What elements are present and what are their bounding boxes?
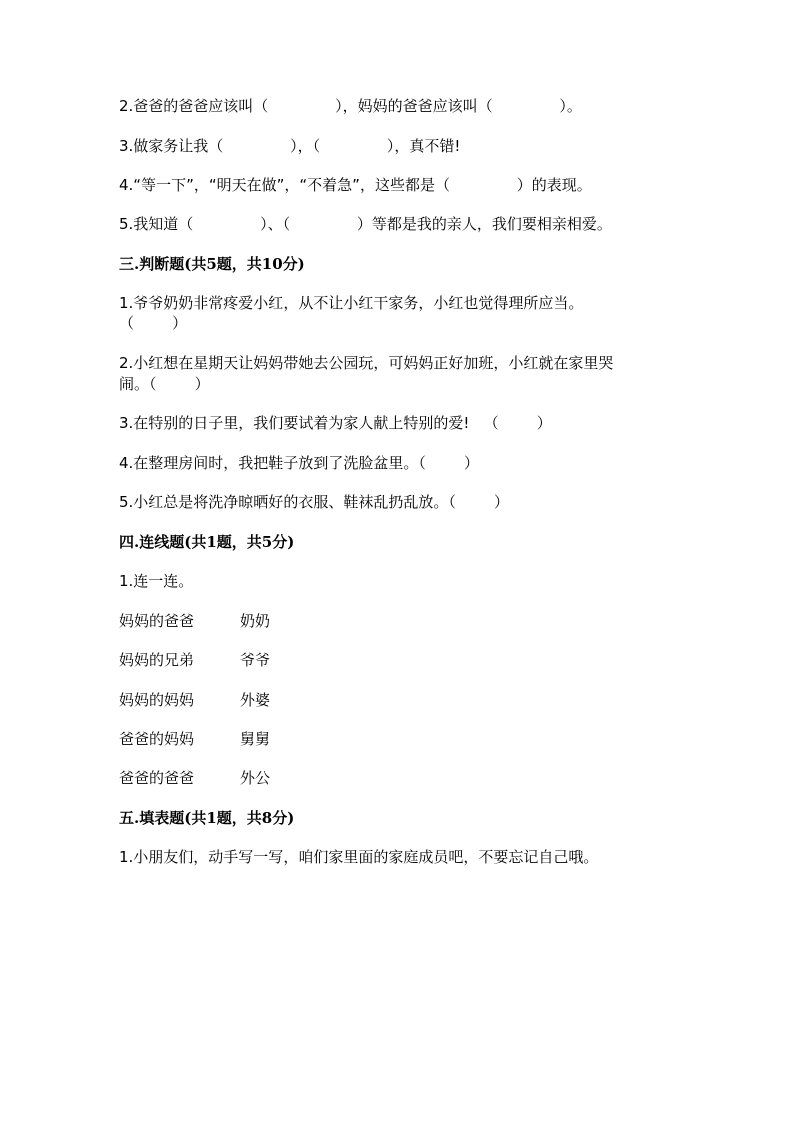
match-left-item-5: 爸爸的爸爸 <box>119 769 195 787</box>
section-four-heading: 四.连线题(共1题，共5分) <box>119 533 295 551</box>
fill-question-5: 5.我知道（ ）、（ ）等都是我的亲人，我们要相亲相爱。 <box>119 215 612 233</box>
judge-question-1-line-2: （ ） <box>119 314 188 332</box>
fill-question-2: 2.爸爸的爸爸应该叫（ ），妈妈的爸爸应该叫（ ）。 <box>119 97 582 115</box>
match-left-item-1: 妈妈的爸爸 <box>119 612 195 630</box>
fill-question-3: 3.做家务让我（ ），（ ），真不错! <box>119 137 461 155</box>
match-right-item-1: 奶奶 <box>240 612 271 630</box>
table-question-1: 1.小朋友们，动手写一写，咱们家里面的家庭成员吧，不要忘记自己哦。 <box>119 848 599 866</box>
judge-question-1-line-1: 1.爷爷奶奶非常疼爱小红，从不让小红干家务，小红也觉得理所应当。 <box>119 294 584 312</box>
match-right-item-4: 舅舅 <box>240 730 271 748</box>
fill-question-4: 4.“等一下”，“明天在做”，“不着急”，这些都是（ ）的表现。 <box>119 176 592 194</box>
match-right-item-5: 外公 <box>240 769 271 787</box>
match-question-1: 1.连一连。 <box>119 572 194 590</box>
judge-question-2-line-2: 闹。（ ） <box>119 375 210 393</box>
judge-question-4: 4.在整理房间时，我把鞋子放到了洗脸盆里。（ ） <box>119 454 479 472</box>
match-left-item-4: 爸爸的妈妈 <box>119 730 195 748</box>
section-three-heading: 三.判断题(共5题，共10分) <box>119 255 305 273</box>
judge-question-2-line-1: 2.小红想在星期天让妈妈带她去公园玩，可妈妈正好加班，小红就在家里哭 <box>119 354 614 372</box>
match-left-item-2: 妈妈的兄弟 <box>119 651 195 669</box>
judge-question-5: 5.小红总是将洗净晾晒好的衣服、鞋袜乱扔乱放。（ ） <box>119 493 509 511</box>
match-right-item-3: 外婆 <box>240 691 271 709</box>
match-right-item-2: 爷爷 <box>240 651 271 669</box>
match-left-item-3: 妈妈的妈妈 <box>119 691 195 709</box>
judge-question-3: 3.在特别的日子里，我们要试着为家人献上特别的爱! （ ） <box>119 414 552 432</box>
section-five-heading: 五.填表题(共1题，共8分) <box>119 809 295 827</box>
